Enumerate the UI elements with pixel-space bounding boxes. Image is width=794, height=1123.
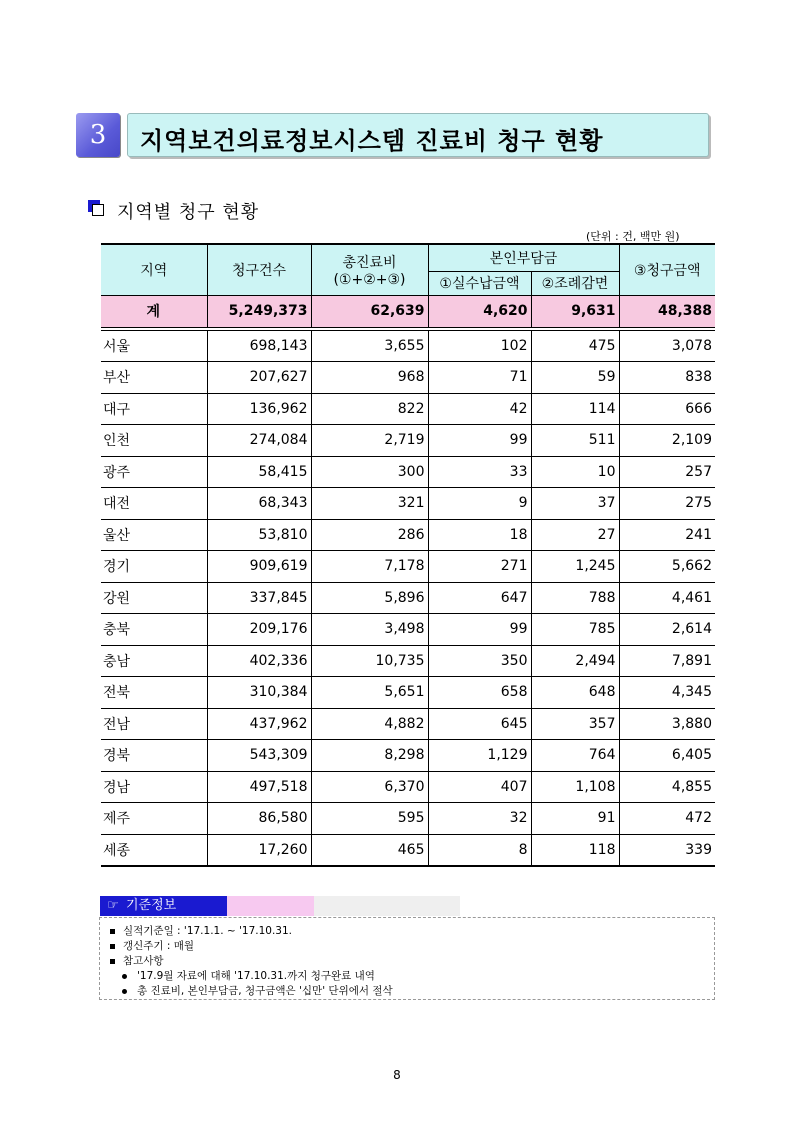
row-value-cell: 595 bbox=[311, 803, 428, 835]
row-region-cell: 울산 bbox=[101, 519, 207, 551]
row-region-cell: 제주 bbox=[101, 803, 207, 835]
header-region: 지역 bbox=[101, 244, 207, 295]
row-value-cell: 48,388 bbox=[619, 295, 715, 327]
row-value-cell: 209,176 bbox=[207, 614, 311, 646]
row-value-cell: 3,655 bbox=[311, 330, 428, 362]
row-value-cell: 909,619 bbox=[207, 551, 311, 583]
row-value-cell: 511 bbox=[531, 425, 619, 457]
row-value-cell: 102 bbox=[428, 330, 531, 362]
claims-by-region-table bbox=[101, 243, 715, 867]
row-value-cell: 968 bbox=[311, 362, 428, 394]
note-item: 참고사항 bbox=[110, 953, 164, 968]
row-value-cell: 118 bbox=[531, 834, 619, 866]
header-total-cost bbox=[311, 244, 428, 295]
row-value-cell: 339 bbox=[619, 834, 715, 866]
row-value-cell: 5,896 bbox=[311, 582, 428, 614]
square-bullet-icon bbox=[88, 200, 104, 216]
row-value-cell: 207,627 bbox=[207, 362, 311, 394]
row-value-cell: 5,651 bbox=[311, 677, 428, 709]
row-value-cell: 27 bbox=[531, 519, 619, 551]
row-value-cell: 698,143 bbox=[207, 330, 311, 362]
row-value-cell: 58,415 bbox=[207, 456, 311, 488]
pointing-hand-icon: ☞ bbox=[107, 898, 119, 913]
row-region-cell: 경북 bbox=[101, 740, 207, 772]
row-value-cell: 7,178 bbox=[311, 551, 428, 583]
notes-label-block bbox=[100, 896, 227, 916]
note-subitem: '17.9월 자료에 대해 '17.10.31.까지 청구완료 내역 bbox=[122, 968, 375, 983]
note-item: 갱신주기 : 매월 bbox=[110, 938, 194, 953]
row-region-cell: 광주 bbox=[101, 456, 207, 488]
row-region-cell: 전북 bbox=[101, 677, 207, 709]
row-value-cell: 2,614 bbox=[619, 614, 715, 646]
row-region-cell: 충남 bbox=[101, 645, 207, 677]
row-region-cell: 경기 bbox=[101, 551, 207, 583]
row-value-cell: 33 bbox=[428, 456, 531, 488]
row-value-cell: 497,518 bbox=[207, 771, 311, 803]
row-value-cell: 321 bbox=[311, 488, 428, 520]
row-region-cell: 충북 bbox=[101, 614, 207, 646]
dot-bullet-icon bbox=[122, 989, 127, 994]
header-claims: 청구건수 bbox=[207, 244, 311, 295]
row-value-cell: 402,336 bbox=[207, 645, 311, 677]
notes-box bbox=[99, 917, 715, 1000]
row-value-cell: 3,880 bbox=[619, 708, 715, 740]
row-value-cell: 648 bbox=[531, 677, 619, 709]
table-row bbox=[101, 425, 715, 457]
row-region-cell: 부산 bbox=[101, 362, 207, 394]
row-value-cell: 2,494 bbox=[531, 645, 619, 677]
row-value-cell: 9 bbox=[428, 488, 531, 520]
row-value-cell: 647 bbox=[428, 582, 531, 614]
subsection-title: 지역별 청구 현황 bbox=[117, 202, 260, 223]
row-value-cell: 8 bbox=[428, 834, 531, 866]
header-copay-actual: ①실수납금액 bbox=[428, 271, 531, 295]
row-value-cell: 357 bbox=[531, 708, 619, 740]
row-region-cell: 강원 bbox=[101, 582, 207, 614]
row-value-cell: 17,260 bbox=[207, 834, 311, 866]
row-value-cell: 5,249,373 bbox=[207, 295, 311, 327]
header-copay-reduction: ②조례감면 bbox=[531, 271, 619, 295]
note-item: 실적기준일 : '17.1.1. ~ '17.10.31. bbox=[110, 923, 292, 938]
table-row bbox=[101, 645, 715, 677]
table-row bbox=[101, 456, 715, 488]
row-region-cell: 서울 bbox=[101, 330, 207, 362]
table-row bbox=[101, 834, 715, 866]
notes-header bbox=[100, 896, 460, 916]
row-value-cell: 822 bbox=[311, 393, 428, 425]
row-value-cell: 465 bbox=[311, 834, 428, 866]
row-value-cell: 4,461 bbox=[619, 582, 715, 614]
square-bullet-icon bbox=[110, 944, 115, 949]
row-value-cell: 3,078 bbox=[619, 330, 715, 362]
row-value-cell: 788 bbox=[531, 582, 619, 614]
row-value-cell: 257 bbox=[619, 456, 715, 488]
row-value-cell: 59 bbox=[531, 362, 619, 394]
header-claim-amount: ③청구금액 bbox=[619, 244, 715, 295]
header-total-cost-label: 총진료비 bbox=[342, 254, 397, 271]
row-value-cell: 9,631 bbox=[531, 295, 619, 327]
row-value-cell: 32 bbox=[428, 803, 531, 835]
table-row bbox=[101, 362, 715, 394]
row-value-cell: 4,855 bbox=[619, 771, 715, 803]
row-value-cell: 666 bbox=[619, 393, 715, 425]
row-value-cell: 6,405 bbox=[619, 740, 715, 772]
row-value-cell: 337,845 bbox=[207, 582, 311, 614]
row-value-cell: 10,735 bbox=[311, 645, 428, 677]
row-region-cell: 계 bbox=[101, 295, 207, 327]
row-value-cell: 1,245 bbox=[531, 551, 619, 583]
row-value-cell: 300 bbox=[311, 456, 428, 488]
row-region-cell: 대전 bbox=[101, 488, 207, 520]
table-row bbox=[101, 803, 715, 835]
table-row bbox=[101, 614, 715, 646]
table-row bbox=[101, 740, 715, 772]
row-value-cell: 68,343 bbox=[207, 488, 311, 520]
row-value-cell: 37 bbox=[531, 488, 619, 520]
table-row bbox=[101, 519, 715, 551]
row-value-cell: 4,620 bbox=[428, 295, 531, 327]
header-copay: 본인부담금 bbox=[428, 244, 619, 271]
row-value-cell: 91 bbox=[531, 803, 619, 835]
note-subitem: 총 진료비, 본인부담금, 청구금액은 '십만' 단위에서 절삭 bbox=[122, 983, 393, 998]
row-value-cell: 437,962 bbox=[207, 708, 311, 740]
square-bullet-icon bbox=[110, 929, 115, 934]
row-value-cell: 475 bbox=[531, 330, 619, 362]
row-value-cell: 274,084 bbox=[207, 425, 311, 457]
unit-label: (단위 : 건, 백만 원) bbox=[586, 230, 680, 243]
row-value-cell: 114 bbox=[531, 393, 619, 425]
row-value-cell: 99 bbox=[428, 614, 531, 646]
table-row bbox=[101, 488, 715, 520]
row-value-cell: 275 bbox=[619, 488, 715, 520]
row-value-cell: 99 bbox=[428, 425, 531, 457]
row-value-cell: 1,108 bbox=[531, 771, 619, 803]
row-value-cell: 42 bbox=[428, 393, 531, 425]
row-value-cell: 472 bbox=[619, 803, 715, 835]
square-bullet-icon bbox=[110, 959, 115, 964]
row-value-cell: 785 bbox=[531, 614, 619, 646]
row-region-cell: 대구 bbox=[101, 393, 207, 425]
table-total-row bbox=[101, 295, 715, 327]
notes-bar-gray bbox=[314, 896, 460, 916]
row-region-cell: 세종 bbox=[101, 834, 207, 866]
section-title-box bbox=[127, 113, 709, 157]
row-value-cell: 838 bbox=[619, 362, 715, 394]
table-row bbox=[101, 708, 715, 740]
row-value-cell: 764 bbox=[531, 740, 619, 772]
row-value-cell: 86,580 bbox=[207, 803, 311, 835]
row-value-cell: 4,345 bbox=[619, 677, 715, 709]
row-value-cell: 1,129 bbox=[428, 740, 531, 772]
row-value-cell: 407 bbox=[428, 771, 531, 803]
row-value-cell: 271 bbox=[428, 551, 531, 583]
row-value-cell: 5,662 bbox=[619, 551, 715, 583]
notes-label: 기준정보 bbox=[126, 898, 177, 913]
row-value-cell: 7,891 bbox=[619, 645, 715, 677]
row-value-cell: 62,639 bbox=[311, 295, 428, 327]
row-value-cell: 2,109 bbox=[619, 425, 715, 457]
table-row bbox=[101, 551, 715, 583]
table-row bbox=[101, 330, 715, 362]
row-value-cell: 350 bbox=[428, 645, 531, 677]
notes-bar-pink bbox=[227, 896, 314, 916]
row-value-cell: 53,810 bbox=[207, 519, 311, 551]
row-region-cell: 전남 bbox=[101, 708, 207, 740]
table-row bbox=[101, 677, 715, 709]
row-value-cell: 8,298 bbox=[311, 740, 428, 772]
row-value-cell: 136,962 bbox=[207, 393, 311, 425]
row-region-cell: 경남 bbox=[101, 771, 207, 803]
section-title: 지역보건의료정보시스템 진료비 청구 현황 bbox=[140, 127, 604, 155]
row-value-cell: 286 bbox=[311, 519, 428, 551]
row-value-cell: 4,882 bbox=[311, 708, 428, 740]
row-value-cell: 2,719 bbox=[311, 425, 428, 457]
page-number: 8 bbox=[393, 1068, 401, 1082]
row-value-cell: 645 bbox=[428, 708, 531, 740]
row-value-cell: 543,309 bbox=[207, 740, 311, 772]
row-value-cell: 71 bbox=[428, 362, 531, 394]
row-value-cell: 6,370 bbox=[311, 771, 428, 803]
row-value-cell: 241 bbox=[619, 519, 715, 551]
row-value-cell: 18 bbox=[428, 519, 531, 551]
header-total-cost-formula: (①+②+③) bbox=[333, 271, 406, 288]
row-value-cell: 310,384 bbox=[207, 677, 311, 709]
table-row bbox=[101, 393, 715, 425]
table-row bbox=[101, 582, 715, 614]
dot-bullet-icon bbox=[122, 974, 127, 979]
row-value-cell: 3,498 bbox=[311, 614, 428, 646]
row-value-cell: 658 bbox=[428, 677, 531, 709]
row-value-cell: 10 bbox=[531, 456, 619, 488]
section-number: 3 bbox=[76, 113, 120, 157]
table-row bbox=[101, 771, 715, 803]
row-region-cell: 인천 bbox=[101, 425, 207, 457]
